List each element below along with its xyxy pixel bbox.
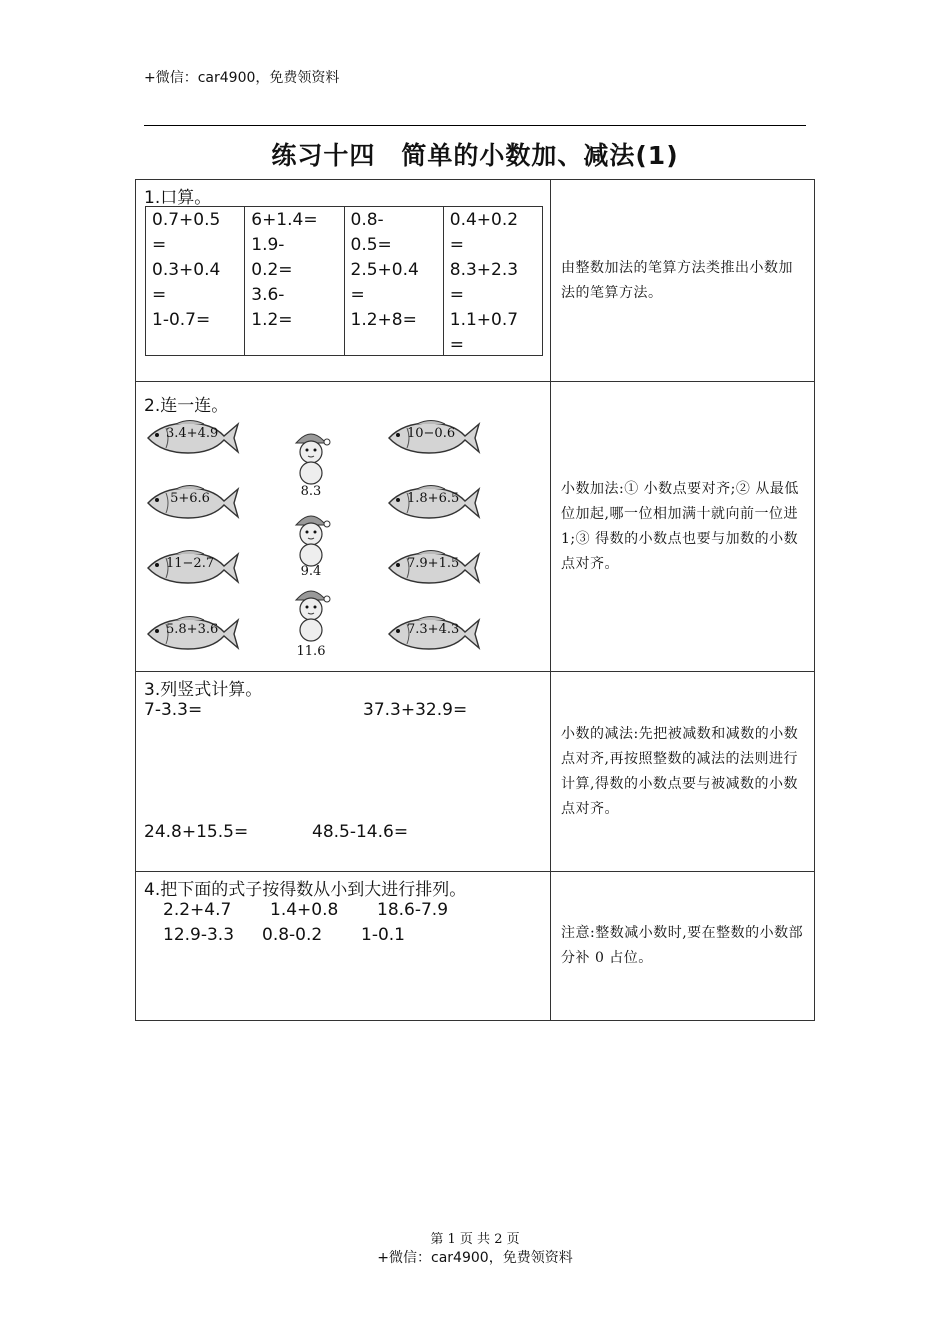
sort-expression: 2.2+4.7 [163, 900, 232, 920]
cat-number: 11.6 [296, 644, 326, 659]
tip-cell-3 [551, 672, 814, 871]
tip-text-3: 小数的减法:先把被减数和减数的小数点对齐,再按照整数的减法的法则进行计算,得数的小数点要与被减数的小数点对齐。 [561, 725, 799, 817]
fish-card [385, 418, 481, 458]
math-line: 3.6- [251, 285, 285, 305]
fish-expression: 7.9+1.5 [407, 556, 460, 571]
math-line: = [152, 235, 167, 255]
mental-math-table [145, 206, 543, 356]
cat-icon [286, 585, 336, 643]
math-line: 0.2= [251, 260, 293, 280]
math-line: 6+1.4= [251, 210, 318, 230]
tip-text-2: 小数加法:① 小数点要对齐;② 从最低位加起,哪一位相加满十就向前一位进 1;③ 得数的小数点也要与加数的小数点对齐。 [561, 480, 799, 572]
fish-card [144, 483, 240, 523]
math-line: 0.5= [350, 235, 392, 255]
cat-icon [286, 510, 336, 568]
sort-expression: 0.8-0.2 [262, 925, 323, 945]
fish-card [144, 614, 240, 654]
header-rule [144, 125, 806, 126]
fish-expression: 1.8+6.5 [407, 491, 460, 506]
tip-text-4: 注意:整数减小数时,要在整数的小数部分补 0 占位。 [561, 925, 804, 966]
question-title-2: 2.连一连。 [144, 396, 229, 416]
fish-card [144, 548, 240, 588]
fish-expression: 11−2.7 [166, 556, 215, 571]
math-line: = [449, 285, 464, 305]
sort-expression: 1.4+0.8 [270, 900, 339, 920]
math-line: 1-0.7= [152, 310, 211, 330]
fish-expression: 5+6.6 [170, 491, 210, 506]
math-line: = [152, 285, 167, 305]
vertical-problem: 48.5-14.6= [312, 822, 409, 842]
fish-expression: 5.8+3.6 [166, 622, 219, 637]
math-line: 0.4+0.2 [449, 210, 519, 230]
tip-cell-4 [551, 872, 814, 1020]
sort-expression: 12.9-3.3 [163, 925, 235, 945]
sort-expression: 1-0.1 [361, 925, 405, 945]
math-line: 8.3+2.3 [449, 260, 519, 280]
fish-card [144, 418, 240, 458]
tip-cell-2 [551, 382, 814, 671]
fish-card [385, 548, 481, 588]
vertical-problem: 37.3+32.9= [363, 700, 468, 720]
worksheet-table [135, 179, 815, 1021]
fish-expression: 10−0.6 [407, 426, 456, 441]
math-line: = [449, 235, 464, 255]
cat-number: 9.4 [300, 564, 322, 579]
question-title-1: 1.口算。 [144, 188, 212, 208]
question-row-1 [136, 180, 814, 382]
math-line: 1.2= [251, 310, 293, 330]
math-column [345, 207, 444, 355]
page-number: 第 1 页 共 2 页 [430, 1232, 520, 1247]
math-line: 2.5+0.4 [350, 260, 419, 280]
math-column [146, 207, 245, 355]
fish-card [385, 614, 481, 654]
cat-number: 8.3 [300, 484, 322, 499]
page-title: 练习十四 简单的小数加、减法(1) [271, 141, 679, 170]
math-line: = [449, 335, 464, 355]
math-line: = [350, 285, 365, 305]
vertical-problem: 24.8+15.5= [144, 822, 249, 842]
math-column [444, 207, 542, 355]
question-cell-2 [136, 382, 551, 671]
fish-card [385, 483, 481, 523]
math-line: 1.2+8= [350, 310, 417, 330]
question-title-4: 4.把下面的式子按得数从小到大进行排列。 [144, 880, 467, 900]
cat-icon [286, 428, 336, 486]
question-cell-3 [136, 672, 551, 871]
math-line: 1.1+0.7 [449, 310, 519, 330]
fish-expression: 3.4+4.9 [166, 426, 219, 441]
question-row-3 [136, 672, 814, 872]
footer-note: +微信：car4900，免费领资料 [377, 1250, 573, 1266]
header-note: +微信：car4900，免费领资料 [144, 70, 340, 86]
fish-expression: 7.3+4.3 [407, 622, 460, 637]
math-line: 1.9- [251, 235, 285, 255]
math-line: 0.8- [350, 210, 384, 230]
question-row-2 [136, 382, 814, 672]
question-title-3: 3.列竖式计算。 [144, 680, 263, 700]
tip-cell-1 [551, 180, 814, 381]
question-cell-4 [136, 872, 551, 1020]
question-cell-1 [136, 180, 551, 381]
math-line: 0.3+0.4 [152, 260, 221, 280]
vertical-problem: 7-3.3= [144, 700, 203, 720]
sort-expression: 18.6-7.9 [377, 900, 449, 920]
tip-text-1: 由整数加法的笔算方法类推出小数加法的笔算方法。 [561, 259, 793, 301]
question-row-4 [136, 872, 814, 1020]
math-column [245, 207, 344, 355]
math-line: 0.7+0.5 [152, 210, 221, 230]
